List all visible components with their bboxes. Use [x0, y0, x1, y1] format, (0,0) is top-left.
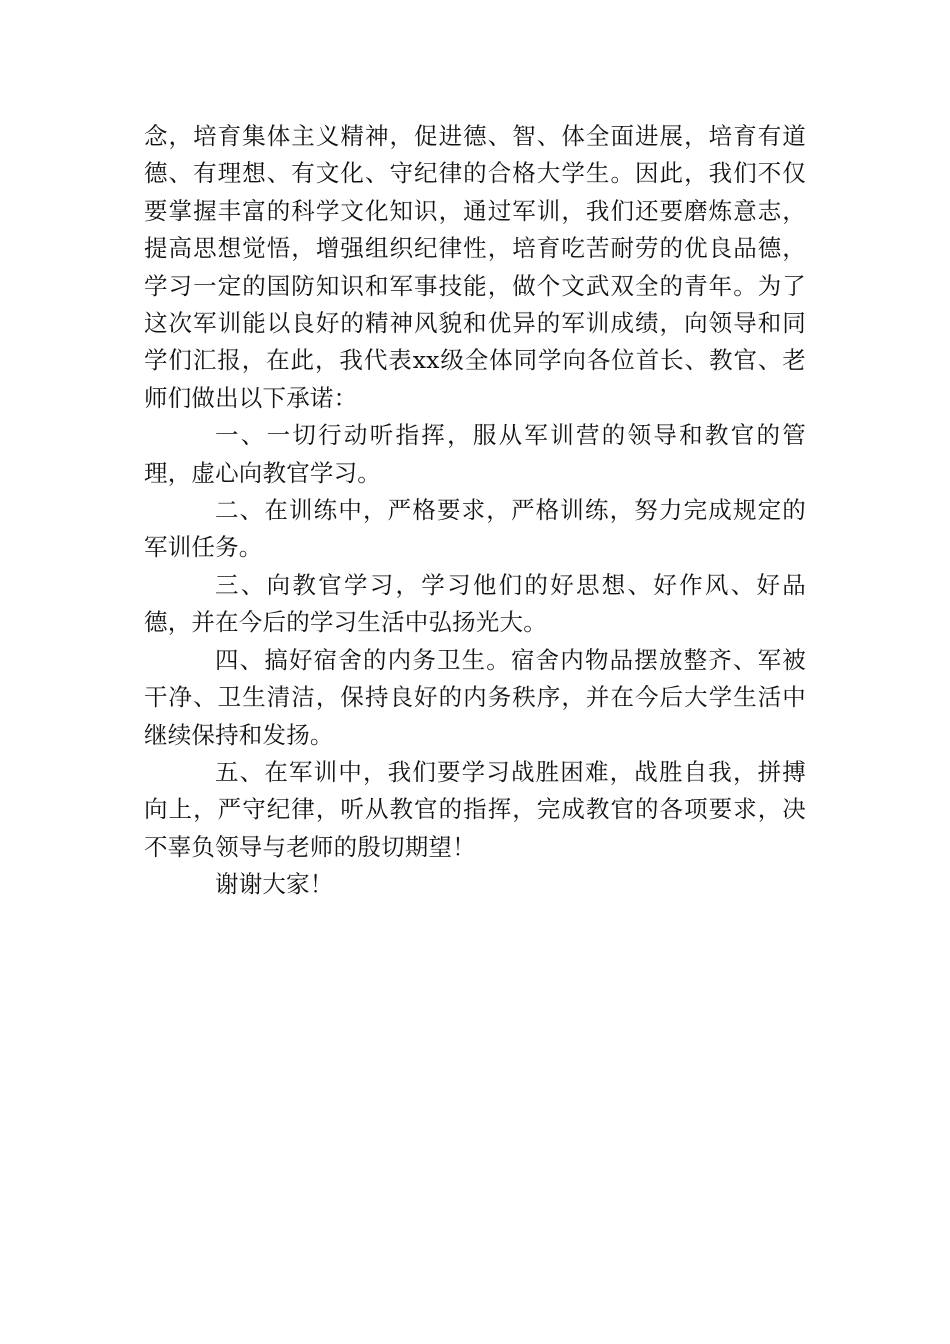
paragraph-pledge-3: 三、向教官学习，学习他们的好思想、好作风、好品德，并在今后的学习生活中弘扬光大。 [144, 570, 806, 637]
paragraph-pledge-4: 四、搞好宿舍的内务卫生。宿舍内物品摆放整齐、军被干净、卫生清洁，保持良好的内务秩序，并在今后大学生活中继续保持和发扬。 [144, 645, 806, 749]
paragraph-closing: 谢谢大家！ [215, 870, 334, 899]
paragraph-pledge-2: 二、在训练中，严格要求，严格训练，努力完成规定的军训任务。 [144, 496, 806, 562]
paragraph-pledge-1: 一、一切行动听指挥，服从军训营的领导和教官的管理，虚心向教官学习。 [144, 421, 806, 487]
paragraph-pledge-5: 五、在军训中，我们要学习战胜困难，战胜自我，拼搏向上，严守纪律，听从教官的指挥，完成教官的各项要求，决不辜负领导与老师的殷切期望！ [144, 757, 806, 861]
document-body [144, 118, 806, 904]
paragraph-continuation: 念，培育集体主义精神，促进德、智、体全面进展，培育有道德、有理想、有文化、守纪律的合格大学生。因此，我们不仅要掌握丰富的科学文化知识，通过军训，我们还要磨炼意志，提高思想觉悟，增强组织纪律性，培育吃苦耐劳的优良品德，学习一定的国防知识和军事技能，做个文武双全的青年。为了这次军训能以良好的精神风貌和优异的军训成绩，向领导和同学们汇报，在此，我代表xx级全体同学向各位首长、教官、老师们做出以下承诺： [144, 122, 806, 412]
